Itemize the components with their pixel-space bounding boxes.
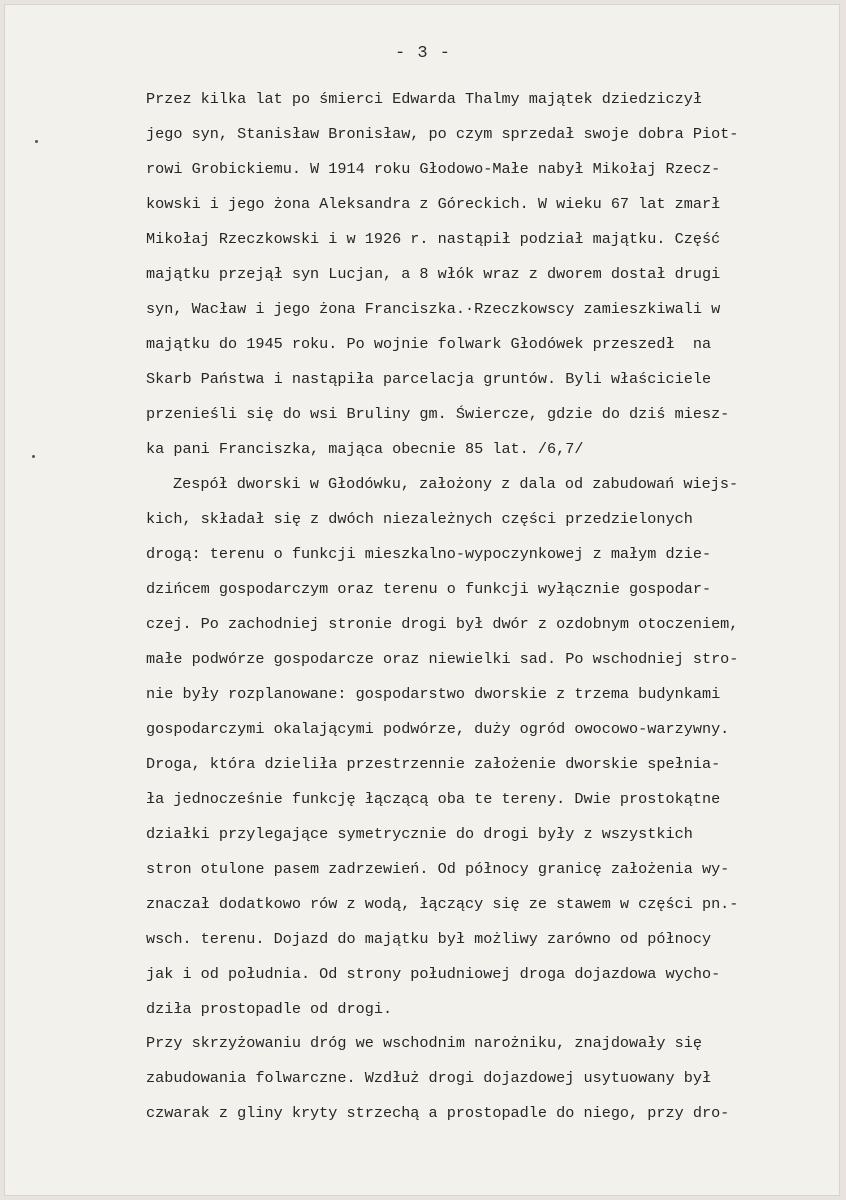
text-line: wsch. terenu. Dojazd do majątku był możliwy zarówno od północy xyxy=(146,930,712,948)
margin-mark xyxy=(35,140,38,143)
text-line: jak i od południa. Od strony południowej droga dojazdowa wycho- xyxy=(146,965,721,983)
text-line: Droga, która dzieliła przestrzennie założenie dworskie spełnia- xyxy=(146,755,721,773)
text-line: stron otulone pasem zadrzewień. Od północy granicę założenia wy- xyxy=(146,860,730,878)
text-line: przenieśli się do wsi Bruliny gm. Świercze, gdzie do dziś miesz- xyxy=(146,405,730,423)
text-line: Zespół dworski w Głodówku, założony z dala od zabudowań wiejs- xyxy=(173,475,739,493)
page-number: - 3 - xyxy=(394,44,451,63)
text-line: rowi Grobickiemu. W 1914 roku Głodowo-Małe nabył Mikołaj Rzecz- xyxy=(146,160,721,178)
text-line: znaczał dodatkowo rów z wodą, łączący się ze stawem w części pn.- xyxy=(146,895,739,913)
text-line: gospodarczymi okalającymi podwórze, duży ogród owocowo-warzywny. xyxy=(146,720,730,738)
paper-sheet xyxy=(4,4,840,1196)
text-line: czwarak z gliny kryty strzechą a prostopadle do niego, przy dro- xyxy=(146,1104,730,1122)
text-line: syn, Wacław i jego żona Franciszka.·Rzeczkowscy zamieszkiwali w xyxy=(146,300,721,318)
text-line: jego syn, Stanisław Bronisław, po czym sprzedał swoje dobra Piot- xyxy=(146,125,739,143)
text-line: czej. Po zachodniej stronie drogi był dwór z ozdobnym otoczeniem, xyxy=(146,615,739,633)
text-line: ła jednocześnie funkcję łączącą oba te tereny. Dwie prostokątne xyxy=(146,790,721,808)
text-line: Skarb Państwa i nastąpiła parcelacja gruntów. Byli właściciele xyxy=(146,370,712,388)
text-line: kich, składał się z dwóch niezależnych części przedzielonych xyxy=(146,510,693,528)
text-line: działki przylegające symetrycznie do drogi były z wszystkich xyxy=(146,825,693,843)
margin-mark xyxy=(32,455,35,458)
text-line: nie były rozplanowane: gospodarstwo dworskie z trzema budynkami xyxy=(146,685,721,703)
text-line: dzińcem gospodarczym oraz terenu o funkcji wyłącznie gospodar- xyxy=(146,580,712,598)
text-line: dziła prostopadle od drogi. xyxy=(146,1000,393,1018)
text-line: Mikołaj Rzeczkowski i w 1926 r. nastąpił podział majątku. Część xyxy=(146,230,721,248)
text-line: ka pani Franciszka, mająca obecnie 85 lat. /6,7/ xyxy=(146,440,584,458)
text-line: majątku przejął syn Lucjan, a 8 włók wraz z dworem dostał drugi xyxy=(146,265,721,283)
text-line: Przy skrzyżowaniu dróg we wschodnim narożniku, znajdowały się xyxy=(146,1034,702,1052)
text-line: kowski i jego żona Aleksandra z Góreckich. W wieku 67 lat zmarł xyxy=(146,195,721,213)
text-line: Przez kilka lat po śmierci Edwarda Thalmy majątek dziedziczył xyxy=(146,90,702,108)
text-line: małe podwórze gospodarcze oraz niewielki sad. Po wschodniej stro- xyxy=(146,650,739,668)
text-line: majątku do 1945 roku. Po wojnie folwark Głodówek przeszedł na xyxy=(146,335,712,353)
text-line: zabudowania folwarczne. Wzdłuż drogi dojazdowej usytuowany był xyxy=(146,1069,712,1087)
text-line: drogą: terenu o funkcji mieszkalno-wypoczynkowej z małym dzie- xyxy=(146,545,712,563)
